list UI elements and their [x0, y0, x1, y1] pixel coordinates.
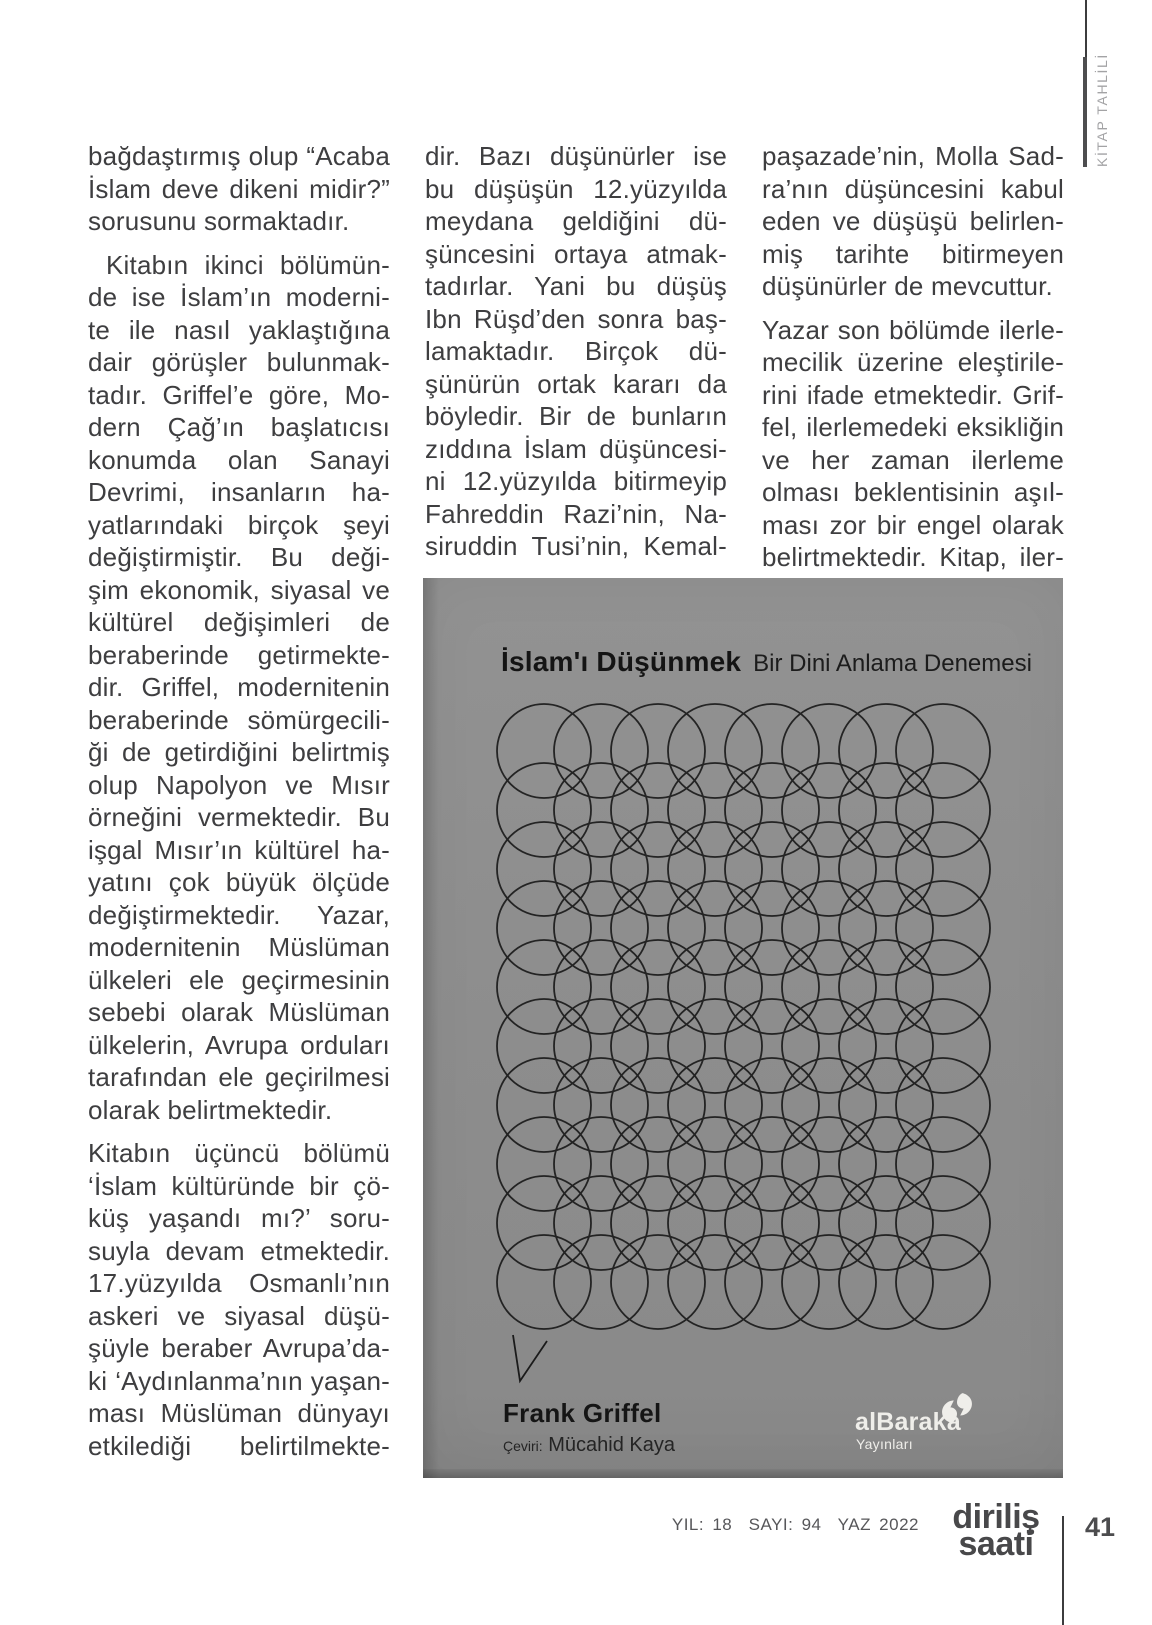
- pattern-circle: [611, 763, 705, 857]
- text-line: İslam deve dikeni midir?”: [88, 173, 390, 204]
- translator-label: Çeviri:: [503, 1438, 543, 1454]
- text-line: modernitenin Müslüman: [88, 932, 390, 962]
- pattern-circle: [839, 940, 933, 1034]
- pattern-circle: [611, 1235, 705, 1329]
- pattern-circle: [782, 1235, 876, 1329]
- text-line: işgal Mısır’ın kültürel ha-: [88, 834, 390, 865]
- pattern-circle: [497, 822, 591, 916]
- text-line: beraberinde getirmekte-: [88, 639, 390, 670]
- text-line: Ibn Rüşd’den sonra baş-: [425, 303, 727, 334]
- pattern-circle: [554, 999, 648, 1093]
- text-line: tadır. Griffel’e göre, Mo-: [88, 379, 390, 410]
- speech-bubble-tail: [513, 1335, 547, 1381]
- pattern-circle: [839, 1058, 933, 1152]
- text-line: tadırlar. Yani bu düşüş: [425, 271, 727, 301]
- text-line: sorusunu sormaktadır.: [88, 206, 350, 236]
- section-label: KİTAP TAHLİLİ: [1094, 53, 1110, 167]
- text-line: şünürün ortak kararı da: [425, 368, 727, 399]
- book-author-block: [503, 1398, 675, 1457]
- pattern-circle: [611, 822, 705, 916]
- pattern-circle: [554, 1058, 648, 1152]
- pattern-circle: [782, 881, 876, 975]
- text-line: örneğini vermektedir. Bu: [88, 802, 390, 832]
- text-line: fel, ilerlemedeki eksikliğin: [762, 412, 1064, 442]
- text-line: Yazar son bölümde ilerle-: [762, 314, 1064, 345]
- pattern-circle: [725, 1176, 819, 1270]
- pattern-circle: [554, 1235, 648, 1329]
- pattern-circle: [611, 1058, 705, 1152]
- pattern-circle: [839, 763, 933, 857]
- pattern-circle: [725, 940, 819, 1034]
- text-line: 17.yüzyılda Osmanlı’nın: [88, 1268, 390, 1298]
- pattern-circle: [554, 1117, 648, 1211]
- pattern-circle: [668, 1117, 762, 1211]
- article-column-3: [762, 140, 1064, 585]
- text-line: etkilediği belirtilmekte-: [88, 1430, 390, 1461]
- book-title: İslam'ı Düşünmek: [501, 646, 742, 677]
- pattern-circle: [497, 1117, 591, 1211]
- text-line: yatını çok büyük ölçüde: [88, 867, 390, 897]
- footer-rule: [1062, 1516, 1064, 1625]
- text-line: değiştirmiştir. Bu deği-: [88, 542, 390, 572]
- text-line: belirtmektedir. Kitap, iler-: [762, 542, 1064, 572]
- text-line: de ise İslam’ın moderni-: [88, 282, 390, 312]
- pattern-circle: [668, 822, 762, 916]
- pattern-circle: [896, 1058, 990, 1152]
- book-bottom-edge-shadow: [423, 1469, 1063, 1478]
- pattern-circle: [554, 881, 648, 975]
- pattern-circle: [896, 1117, 990, 1211]
- pattern-circle: [839, 1176, 933, 1270]
- text-line: ülkeleri ele geçirmesinin: [88, 964, 390, 995]
- pattern-circle: [782, 1058, 876, 1152]
- pattern-circle: [725, 704, 819, 798]
- text-line: siruddin Tusi’nin, Kemal-: [425, 531, 727, 561]
- pattern-circle: [668, 1058, 762, 1152]
- overlapping-circles-pattern: [423, 578, 1063, 1478]
- pattern-circle: [839, 1117, 933, 1211]
- text-line: dir. Bazı düşünürler ise: [425, 141, 727, 171]
- text-line: tarafından ele geçirilmesi: [88, 1062, 390, 1092]
- pattern-circle: [896, 1235, 990, 1329]
- text-line: bağdaştırmış olup “Acaba: [88, 141, 390, 171]
- book-translator: [503, 1434, 675, 1457]
- pattern-circle: [668, 763, 762, 857]
- paragraph: [762, 140, 1064, 303]
- paragraph: [425, 140, 727, 563]
- pattern-circle: [497, 881, 591, 975]
- pattern-circle: [611, 999, 705, 1093]
- pattern-circle: [725, 1235, 819, 1329]
- pattern-circle: [497, 999, 591, 1093]
- pattern-circle: [896, 763, 990, 857]
- pattern-circle: [554, 1176, 648, 1270]
- magazine-logo: [946, 1498, 1046, 1563]
- pattern-circle: [725, 1117, 819, 1211]
- text-line: dern Çağ’ın başlatıcısı: [88, 412, 390, 442]
- pattern-circle: [839, 881, 933, 975]
- pattern-circle: [896, 704, 990, 798]
- publisher-name: alBaraka: [855, 1408, 961, 1436]
- magazine-logo-line1: diriliş: [952, 1498, 1040, 1536]
- paragraph: [762, 314, 1064, 574]
- pattern-circle: [497, 763, 591, 857]
- text-line: olup Napolyon ve Mısır: [88, 769, 390, 800]
- magazine-logo-line2: saati: [958, 1525, 1034, 1563]
- paragraph: [88, 249, 390, 1127]
- pattern-circle: [782, 822, 876, 916]
- pattern-circle: [611, 704, 705, 798]
- pattern-circle: [668, 881, 762, 975]
- pattern-circle: [668, 999, 762, 1093]
- text-line: Devrimi, insanların ha-: [88, 477, 390, 507]
- pattern-circle: [896, 940, 990, 1034]
- book-subtitle: Bir Dini Anlama Denemesi: [753, 650, 1032, 677]
- pattern-circle: [839, 704, 933, 798]
- pattern-circle: [668, 940, 762, 1034]
- text-line: şüncesini ortaya atmak-: [425, 238, 727, 269]
- text-line: kültürel değişimleri de: [88, 607, 390, 637]
- text-line: değiştirmektedir. Yazar,: [88, 899, 390, 930]
- pattern-circle: [611, 940, 705, 1034]
- text-line: yatlarındaki birçok şeyi: [88, 509, 390, 540]
- issue-info: YIL: 18 SAYI: 94 YAZ 2022: [671, 1515, 919, 1534]
- pattern-circle: [725, 763, 819, 857]
- pattern-circle: [839, 999, 933, 1093]
- text-line: miş tarihte bitirmeyen: [762, 238, 1064, 269]
- text-line: ve her zaman ilerleme: [762, 444, 1064, 475]
- pattern-circle: [839, 822, 933, 916]
- text-line: ği de getirdiğini belirtmiş: [88, 737, 390, 767]
- pattern-circle: [611, 881, 705, 975]
- pattern-circle: [782, 1117, 876, 1211]
- pattern-circle: [554, 822, 648, 916]
- book-author: Frank Griffel: [503, 1398, 662, 1428]
- text-line: meydana geldiğini dü-: [425, 206, 727, 236]
- text-line: sebebi olarak Müslüman: [88, 997, 390, 1027]
- pattern-circle: [725, 881, 819, 975]
- text-line: Fahreddin Razi’nin, Na-: [425, 498, 727, 529]
- pattern-circle: [554, 704, 648, 798]
- pattern-circle: [725, 1058, 819, 1152]
- text-line: beraberinde sömürgecili-: [88, 704, 390, 735]
- pattern-circle: [725, 822, 819, 916]
- text-line: olması beklentisinin aşıl-: [762, 477, 1064, 507]
- text-line: te ile nasıl yaklaştığına: [88, 314, 390, 345]
- text-line: ması zor bir engel olarak: [762, 509, 1064, 540]
- text-line: bu düşüşün 12.yüzyılda: [425, 173, 727, 204]
- publisher-subname: Yayınları: [856, 1436, 913, 1452]
- text-line: düşünürler de mevcuttur.: [762, 271, 1053, 301]
- text-line: lamaktadır. Birçok dü-: [425, 336, 727, 366]
- text-line: dair görüşler bulunmak-: [88, 347, 390, 377]
- page-number: 41: [1085, 1512, 1116, 1542]
- pattern-circle: [668, 1235, 762, 1329]
- pattern-circle: [497, 704, 591, 798]
- pattern-circle: [497, 1235, 591, 1329]
- text-line: rini ifade etmektedir. Grif-: [762, 379, 1064, 410]
- pattern-circle: [782, 763, 876, 857]
- pattern-circle: [782, 704, 876, 798]
- pattern-circle: [668, 1176, 762, 1270]
- translator-name: Mücahid Kaya: [548, 1434, 675, 1456]
- text-line: askeri ve siyasal düşü-: [88, 1300, 390, 1331]
- pattern-circle: [896, 1176, 990, 1270]
- text-line: ‘İslam kültüründe bir çö-: [88, 1170, 390, 1201]
- text-line: şim ekonomik, siyasal ve: [88, 574, 390, 605]
- text-line: Kitabın ikinci bölümün-: [106, 249, 390, 280]
- section-marker-rule: [1083, 57, 1087, 167]
- pattern-circle: [896, 822, 990, 916]
- paragraph: [88, 140, 390, 238]
- text-line: Kitabın üçüncü bölümü: [88, 1138, 390, 1168]
- pattern-circle: [782, 940, 876, 1034]
- pattern-circle: [896, 999, 990, 1093]
- text-line: küş yaşandı mı?’ soru-: [88, 1203, 390, 1233]
- pattern-circle: [611, 1117, 705, 1211]
- text-line: ra’nın düşüncesini kabul: [762, 173, 1064, 204]
- text-line: böyledir. Bir de bunların: [425, 401, 727, 431]
- pattern-circle: [497, 1176, 591, 1270]
- pattern-circle: [611, 1176, 705, 1270]
- text-line: ması Müslüman dünyayı: [88, 1398, 390, 1428]
- pattern-circle: [839, 1235, 933, 1329]
- text-line: paşazade’nin, Molla Sad-: [762, 141, 1064, 171]
- text-line: ki ‘Aydınlanma’nın yaşan-: [88, 1365, 390, 1396]
- text-line: dir. Griffel, modernitenin: [88, 672, 390, 702]
- pattern-circle: [668, 704, 762, 798]
- pattern-circle: [554, 763, 648, 857]
- pattern-circle: [497, 1058, 591, 1152]
- pattern-circle: [782, 1176, 876, 1270]
- pattern-circle: [497, 940, 591, 1034]
- text-line: zıddına İslam düşüncesi-: [425, 433, 727, 464]
- text-line: mecilik üzerine eleştirile-: [762, 347, 1064, 377]
- text-line: olarak belirtmektedir.: [88, 1094, 333, 1125]
- pattern-circle: [554, 940, 648, 1034]
- text-line: eden ve düşüşü belirlen-: [762, 206, 1064, 236]
- pattern-circle: [896, 881, 990, 975]
- text-line: suyla devam etmektedir.: [88, 1235, 390, 1266]
- book-cover-image: [423, 578, 1063, 1478]
- page-edge-rule: [1085, 0, 1087, 57]
- article-column-1: [88, 140, 390, 1473]
- pattern-circle: [782, 999, 876, 1093]
- text-line: ni 12.yüzyılda bitirmeyip: [425, 466, 727, 496]
- text-line: konumda olan Sanayi: [88, 444, 390, 475]
- article-column-2: [425, 140, 727, 574]
- text-line: ülkelerin, Avrupa orduları: [88, 1029, 390, 1060]
- paragraph: [88, 1137, 390, 1462]
- pattern-circle: [725, 999, 819, 1093]
- text-line: şüyle beraber Avrupa’da-: [88, 1333, 390, 1363]
